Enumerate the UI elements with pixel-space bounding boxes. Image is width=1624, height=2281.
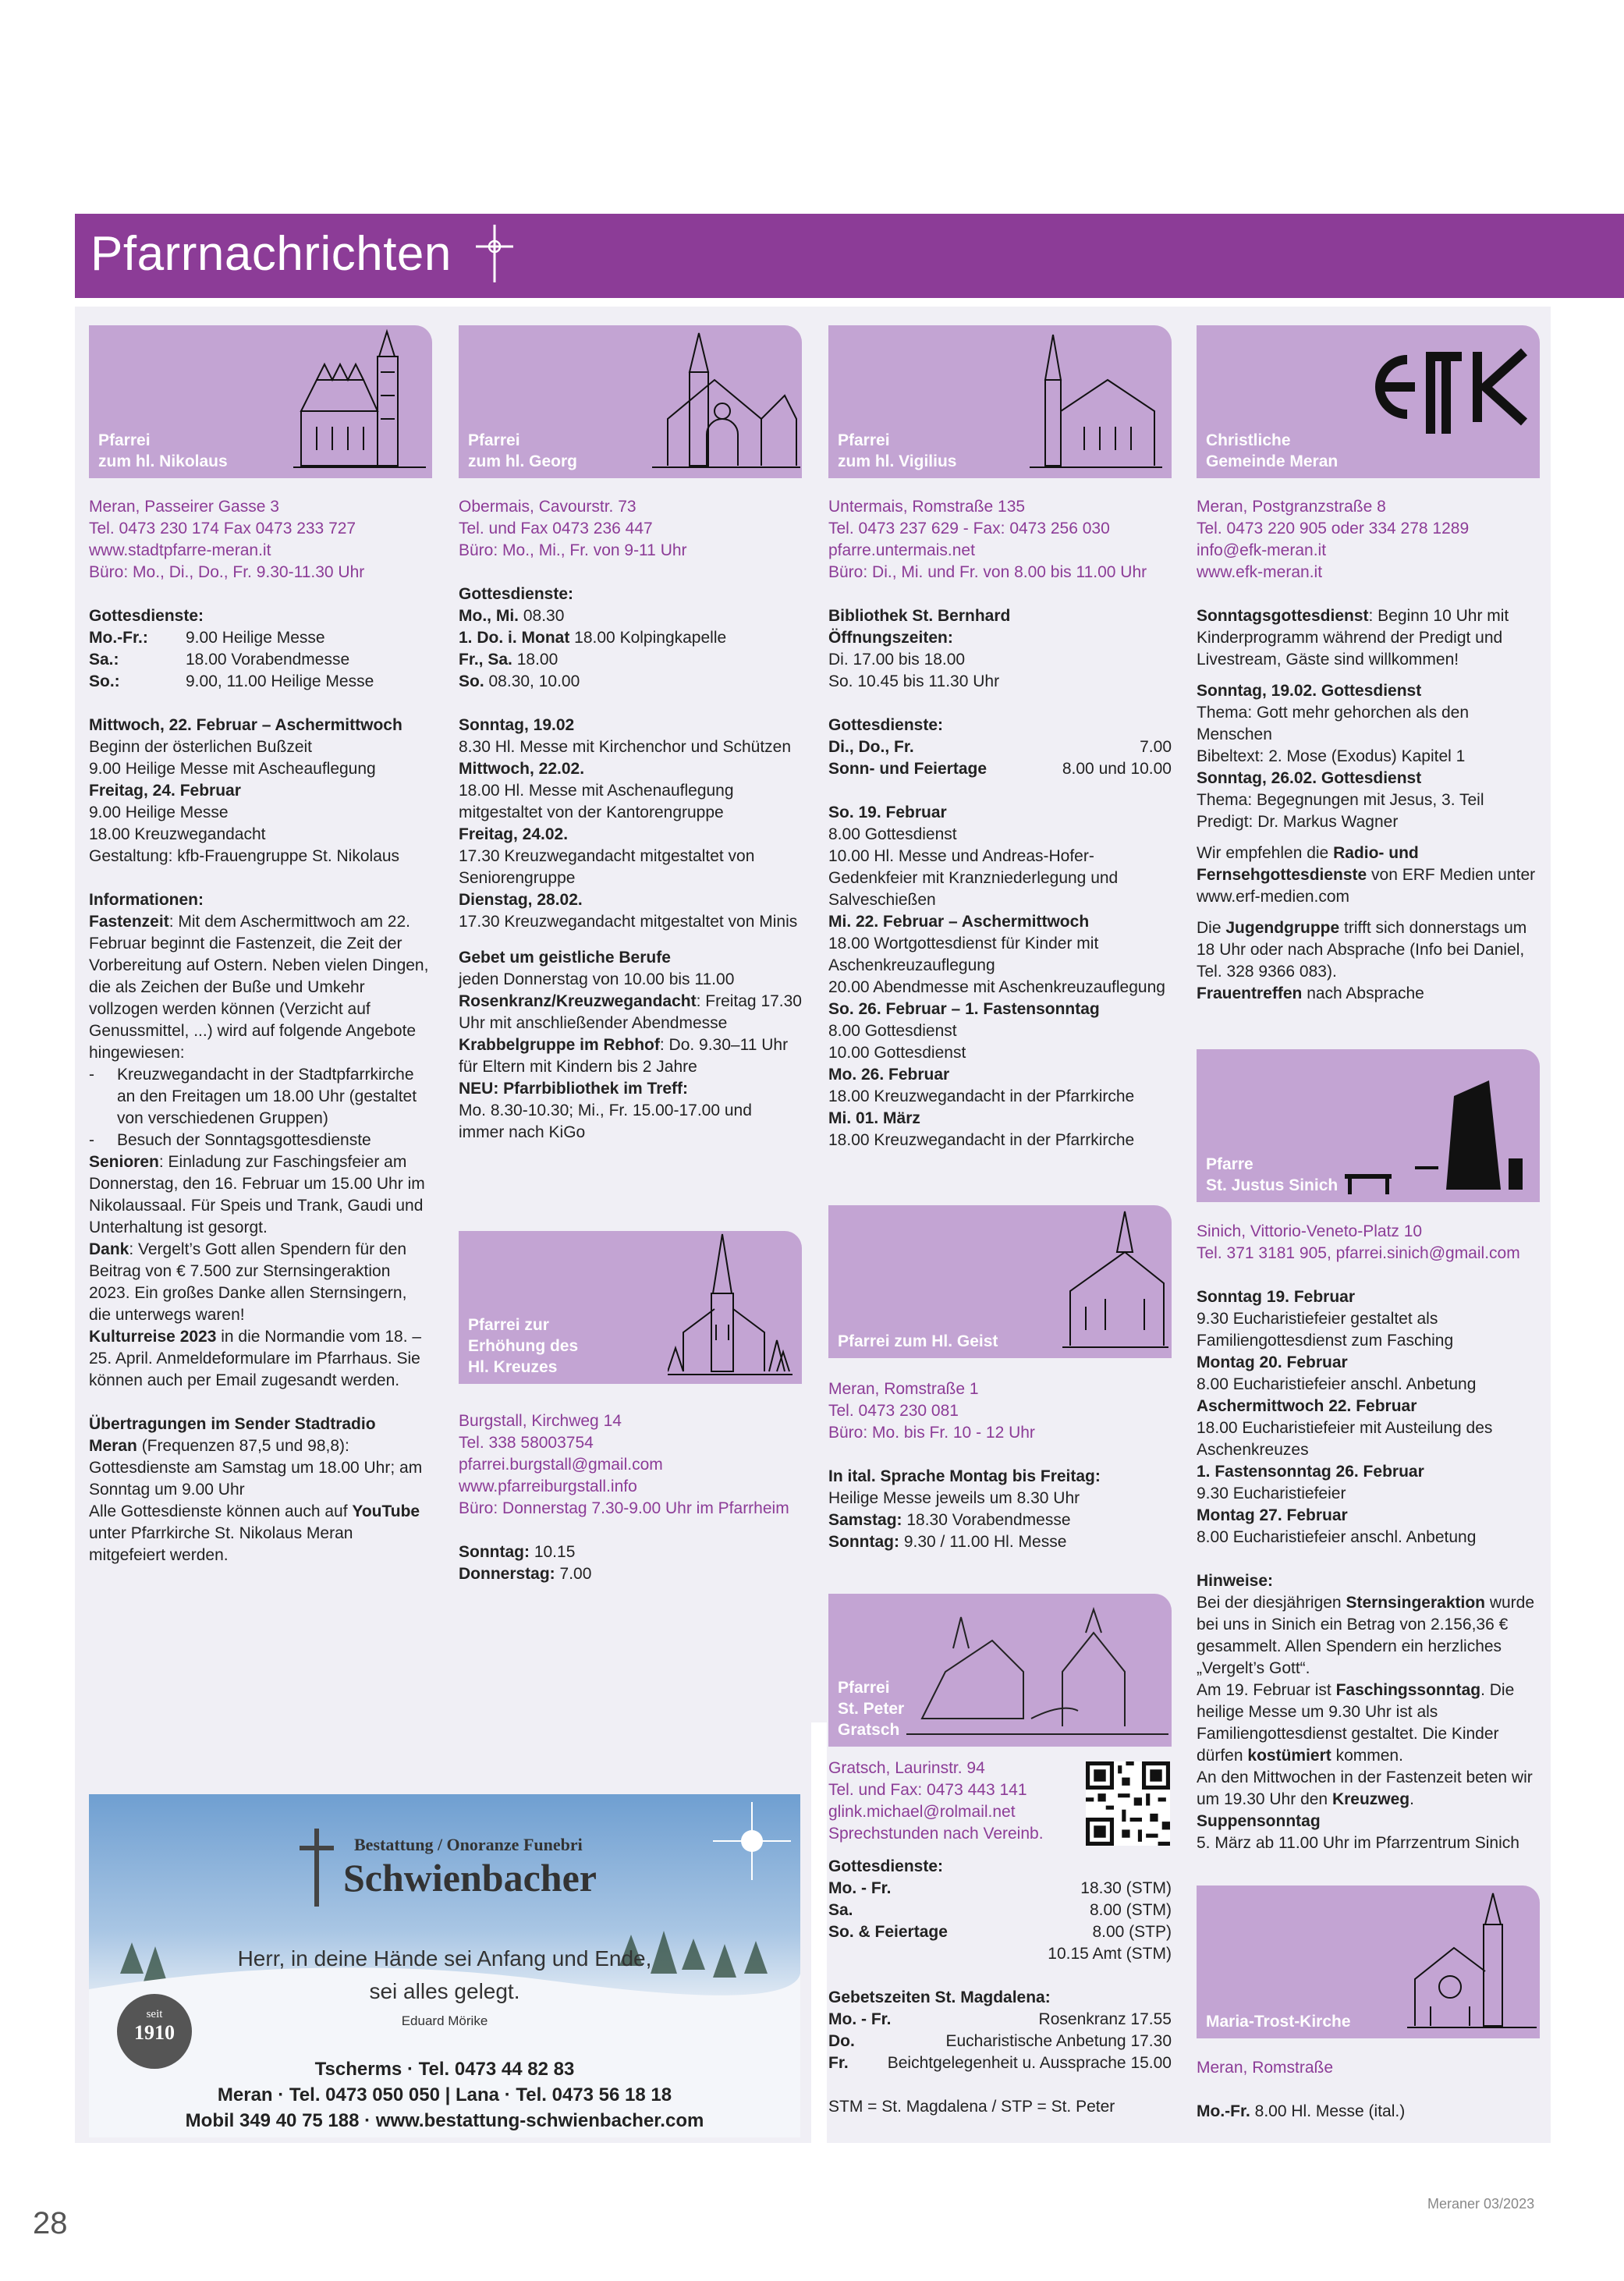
event-line: jeden Donnerstag von 10.00 bis 11.00 <box>459 970 735 988</box>
church-kreuz-icon <box>668 1231 792 1381</box>
georg-image-block <box>459 325 802 478</box>
parish-name-vigilius: Pfarrei zum hl. Vigilius <box>838 431 957 470</box>
address: Meran, Romstraße <box>1197 2059 1334 2077</box>
event-line: 10.00 Gottesdienst <box>828 1044 966 1062</box>
section-heading: In ital. Sprache Montag bis Freitag: <box>828 1467 1101 1485</box>
event-heading: Freitag, 24.02. <box>459 825 569 843</box>
event-heading: Mittwoch, 22.02. <box>459 760 585 778</box>
info-paragraph: Rosenkranz/Kreuzwegandacht: Freitag 17.30 Uhr mit anschließender Abendmesse <box>459 992 802 1032</box>
schedule-key: Mo.-Fr.: <box>89 629 148 647</box>
event-line: Beginn der österlichen Bußzeit <box>89 738 312 756</box>
schedule-line: Samstag: 18.30 Vorabendmesse <box>828 1511 1071 1529</box>
column-vigilius <box>828 496 1172 1151</box>
efk-image-block <box>1197 325 1540 478</box>
event-line: 8.30 Hl. Messe mit Kirchenchor und Schützen <box>459 738 792 756</box>
info-paragraph: Die Jugendgruppe trifft sich donnerstags um 18 Uhr oder nach Absprache (Info bei Daniel, Tel. 328 9366 083). <box>1197 919 1527 981</box>
event-heading: Sonntag, 19.02 <box>459 716 575 734</box>
event-heading: Dienstag, 28.02. <box>459 891 583 909</box>
event-heading: Suppensonntag <box>1197 1812 1321 1830</box>
contact-efk <box>1197 496 1540 584</box>
parish-name-sinich: Pfarre St. Justus Sinich <box>1206 1155 1339 1194</box>
panel-cutout <box>811 1722 827 2159</box>
event-heading: Aschermittwoch 22. Februar <box>1197 1397 1417 1415</box>
address: Meran, Passeirer Gasse 3 <box>89 498 279 516</box>
phone: Tel. und Fax 0473 236 447 <box>459 520 653 537</box>
office-hours: Büro: Mo., Mi., Fr. von 9-11 Uhr <box>459 541 687 559</box>
page-title: Pfarrnachrichten <box>90 227 452 281</box>
section-heading: Gottesdienste: <box>459 585 574 603</box>
event-line: 8.00 Eucharistiefeier anschl. Anbetung <box>1197 1375 1477 1393</box>
schedule-line: 1. Do. i. Monat 18.00 Kolpingkapelle <box>459 629 727 647</box>
schedule-row: Mo. - Fr. Rosenkranz 17.55 <box>828 2010 1172 2028</box>
event-line: 9.00 Heilige Messe mit Ascheauflegung <box>89 760 376 778</box>
schedule-row: Di., Do., Fr. 7.00 <box>828 738 1172 756</box>
church-georg-icon <box>652 325 800 474</box>
event-line: Di. 17.00 bis 18.00 <box>828 651 966 669</box>
event-line: 18.00 Wortgottesdienst für Kinder mit Aschenkreuzauflegung <box>828 935 1099 974</box>
section-heading: Gottesdienste: <box>89 607 204 625</box>
issue-label: Meraner 03/2023 <box>1427 2196 1535 2212</box>
church-nikolaus-icon <box>293 325 426 474</box>
ad-contact: Tscherms · Tel. 0473 44 82 83 Meran · Tel. 0473 050 050 | Lana · Tel. 0473 56 18 18 Mobil 349 40 75 188 · www.bestattung-schwienbacher.com <box>185 2059 704 2131</box>
column-nikolaus <box>89 496 432 1566</box>
schedule-line: Mo., Mi. 08.30 <box>459 607 565 625</box>
event-line: 18.00 Kreuzwegandacht in der Pfarrkirche <box>828 1131 1135 1149</box>
parish-name-kreuz: Pfarrei zur Erhöhung des Hl. Kreuzes <box>468 1316 579 1376</box>
phone: Tel. 0473 237 629 - Fax: 0473 256 030 <box>828 520 1110 537</box>
phone: Tel. 0473 230 081 <box>828 1402 959 1420</box>
address: Sinich, Vittorio-Veneto-Platz 10 <box>1197 1222 1423 1240</box>
contact-nikolaus <box>89 496 432 584</box>
website-link[interactable]: www.efk-meran.it <box>1197 563 1323 581</box>
event-heading: So. 26. Februar – 1. Fastensonntag <box>828 1000 1100 1018</box>
event-heading: Gebet um geistliche Berufe <box>459 949 671 967</box>
parish-name-mariatrost: Maria-Trost-Kirche <box>1206 2013 1351 2031</box>
event-line: 18.00 Eucharistiefeier mit Austeilung des Aschenkreuzes <box>1197 1419 1493 1459</box>
church-mariatrost-icon <box>1407 1885 1537 2034</box>
office-hours: Büro: Mo. bis Fr. 10 - 12 Uhr <box>828 1424 1035 1442</box>
event-line: 8.00 Gottesdienst <box>828 1022 957 1040</box>
schedule-value: 18.00 Vorabendmesse <box>186 651 350 669</box>
schedule-row: 10.15 Amt (STM) <box>1048 1945 1172 1963</box>
info-paragraph: Senioren: Einladung zur Faschingsfeier am Donnerstag, den 16. Februar um 15.00 Uhr im Nikolaussaal. Für Speis und Trank, Gaudi und Unterhaltung ist gesorgt. <box>89 1153 425 1236</box>
address: Gratsch, Laurinstr. 94 <box>828 1759 985 1777</box>
event-line: 9.00 Heilige Messe <box>89 803 229 821</box>
parish-name-peter: Pfarrei St. Peter Gratsch <box>838 1679 905 1739</box>
info-paragraph: An den Mittwochen in der Fastenzeit beten wir um 19.30 Uhr den Kreuzweg. <box>1197 1768 1533 1808</box>
bullet-item: - Kreuzwegandacht in der Stadtpfarrkirche an den Freitagen um 18.00 Uhr (gestaltet von verschiedenen Gruppen) <box>89 1066 417 1127</box>
phone: Tel. 338 58003754 <box>459 1434 594 1452</box>
section-heading: Übertragungen im Sender Stadtradio <box>89 1415 376 1433</box>
schedule-line: Mo.-Fr. 8.00 Hl. Messe (ital.) <box>1197 2102 1406 2120</box>
address: Obermais, Cavourstr. 73 <box>459 498 636 516</box>
office-hours: Büro: Di., Mi. und Fr. von 8.00 bis 11.00 Uhr <box>828 563 1147 581</box>
website-link[interactable]: pfarre.untermais.net <box>828 541 975 559</box>
event-line: 17.30 Kreuzwegandacht mitgestaltet von Minis <box>459 913 798 931</box>
email-link[interactable]: info@efk-meran.it <box>1197 541 1327 559</box>
parish-name-efk: Christliche Gemeinde Meran <box>1206 431 1339 470</box>
event-line: 9.30 Eucharistiefeier gestaltet als Familiengottesdienst zum Fasching <box>1197 1310 1454 1350</box>
event-heading: 1. Fastensonntag 26. Februar <box>1197 1463 1424 1481</box>
event-line: Predigt: Dr. Markus Wagner <box>1197 813 1399 831</box>
sinich-image-block <box>1197 1049 1540 1202</box>
section-heading: Bibliothek St. Bernhard <box>828 607 1011 625</box>
event-line: 17.30 Kreuzwegandacht mitgestaltet von Seniorengruppe <box>459 847 755 887</box>
info-paragraph: Fastenzeit: Mit dem Aschermittwoch am 22. Februar beginnt die Fastenzeit, die Zeit der Vorbereitung auf Ostern. Neben vielen Dingen, die als Zeichen der Buße und Umkehr vollzogen werden können (Verzicht auf Genussmittel, ...) wird auf folgende Angebote hingewiesen: <box>89 913 429 1062</box>
church-vigilius-icon <box>1030 325 1162 474</box>
email-link[interactable]: glink.michael@rolmail.net <box>828 1803 1016 1821</box>
moon-cross-icon <box>276 1813 354 1914</box>
email-link[interactable]: pfarrei.burgstall@gmail.com <box>459 1456 663 1474</box>
office-hours: Sprechstunden nach Vereinb. <box>828 1825 1044 1843</box>
schedule-line: Fr., Sa. 18.00 <box>459 651 558 669</box>
schedule-row: Sonn- und Feiertage 8.00 und 10.00 <box>828 760 1172 778</box>
seit-1910-badge: seit 1910 <box>117 1994 192 2069</box>
event-line: 8.00 Eucharistiefeier anschl. Anbetung <box>1197 1528 1477 1546</box>
event-heading: So. 19. Februar <box>828 803 947 821</box>
ad-kicker: Bestattung / Onoranze Funebri <box>354 1835 583 1854</box>
qr-code-icon[interactable] <box>1086 1761 1170 1846</box>
phone-email[interactable]: Tel. 371 3181 905, pfarrei.sinich@gmail.com <box>1197 1244 1520 1262</box>
website-link[interactable]: www.stadtpfarre-meran.it <box>89 541 271 559</box>
schedule-row: Fr. Beichtgelegenheit u. Aussprache 15.00 <box>828 2054 1172 2072</box>
event-heading: Sonntag, 26.02. Gottesdienst <box>1197 769 1422 787</box>
peter-image-block <box>828 1594 1172 1747</box>
event-line: 10.00 Hl. Messe und Andreas-Hofer-Gedenkfeier mit Kranzniederlegung und Salveschießen <box>828 847 1119 909</box>
church-peter-icon <box>906 1602 1168 1742</box>
website-link[interactable]: www.pfarreiburgstall.info <box>459 1478 637 1495</box>
address: Meran, Postgranzstraße 8 <box>1197 498 1386 516</box>
schedule-line: Sonntag: 9.30 / 11.00 Hl. Messe <box>828 1533 1067 1551</box>
event-line: Thema: Gott mehr gehorchen als den Menschen <box>1197 704 1470 743</box>
office-hours: Büro: Donnerstag 7.30-9.00 Uhr im Pfarrheim <box>459 1499 789 1517</box>
info-paragraph: Dank: Vergelt’s Gott allen Spendern für den Beitrag von € 7.500 zur Sternsingeraktion 2023. Ein großes Danke allen Sternsingern, die unterwegs waren! <box>89 1240 407 1324</box>
schedule-key: So.: <box>89 672 120 690</box>
info-paragraph: Wir empfehlen die Radio- und Fernsehgottesdienste von ERF Medien unter www.erf-medien.com <box>1197 844 1536 906</box>
vigilius-image-block <box>828 325 1172 478</box>
event-heading: Mittwoch, 22. Februar – Aschermittwoch <box>89 716 402 734</box>
ad-brand: Schwienbacher <box>343 1856 597 1900</box>
office-hours: Büro: Mo., Di., Do., Fr. 9.30-11.30 Uhr <box>89 563 365 581</box>
parish-name-nikolaus: Pfarrei zum hl. Nikolaus <box>98 431 228 470</box>
info-paragraph: Frauentreffen nach Absprache <box>1197 984 1424 1002</box>
column-georg <box>459 496 802 1144</box>
section-heading: Gottesdienste: <box>828 716 944 734</box>
section-header <box>75 214 1624 298</box>
info-paragraph: Am 19. Februar ist Faschingssonntag. Die heilige Messe um 9.30 Uhr ist als Familiengottesdienst gestaltet. Die Kinder dürfen kostümiert kommen. <box>1197 1681 1515 1765</box>
church-geist-icon <box>1062 1205 1168 1353</box>
event-line: 18.00 Hl. Messe mit Aschenauflegung mitgestaltet von der Kantorengruppe <box>459 782 734 821</box>
contact-geist <box>828 1378 1172 1444</box>
nikolaus-image-block <box>89 325 432 478</box>
event-line: 8.00 Gottesdienst <box>828 825 957 843</box>
column-mariatrost <box>1197 2057 1540 2123</box>
section-heading: Gottesdienste: <box>828 1857 944 1875</box>
event-heading: Sonntag 19. Februar <box>1197 1288 1356 1306</box>
funeral-advertisement[interactable] <box>89 1794 800 2137</box>
column-efk <box>1197 496 1540 1005</box>
ad-quote: Herr, in deine Hände sei Anfang und Ende, sei alles gelegt. Eduard Mörike <box>237 1946 652 2028</box>
phone: Tel. 0473 220 905 oder 334 278 1289 <box>1197 520 1470 537</box>
kreuz-image-block <box>459 1231 802 1384</box>
event-heading: Sonntag, 19.02. Gottesdienst <box>1197 682 1422 700</box>
contact-vigilius <box>828 496 1172 584</box>
address: Burgstall, Kirchweg 14 <box>459 1412 622 1430</box>
event-heading: NEU: Pfarrbibliothek im Treff: <box>459 1080 689 1098</box>
event-line: So. 10.45 bis 11.30 Uhr <box>828 672 1000 690</box>
contact-sinich <box>1197 1221 1540 1265</box>
event-line: 18.00 Kreuzwegandacht in der Pfarrkirche <box>828 1087 1135 1105</box>
event-line: 20.00 Abendmesse mit Aschenkreuzauflegung <box>828 978 1165 996</box>
schedule-row: Mo. - Fr. 18.30 (STM) <box>828 1879 1172 1897</box>
church-sinich-icon <box>1314 1080 1532 1197</box>
phone: Tel. 0473 230 174 Fax 0473 233 727 <box>89 520 356 537</box>
schedule-line: So. 08.30, 10.00 <box>459 672 580 690</box>
section-heading: Informationen: <box>89 891 204 909</box>
event-line: Gestaltung: kfb-Frauengruppe St. Nikolaus <box>89 847 400 865</box>
address: Untermais, Romstraße 135 <box>828 498 1026 516</box>
section-heading: Gebetszeiten St. Magdalena: <box>828 1988 1051 2006</box>
event-line: Bibeltext: 2. Mose (Exodus) Kapitel 1 <box>1197 747 1466 765</box>
schedule-line: Donnerstag: 7.00 <box>459 1565 592 1583</box>
efk-logo-icon <box>1360 344 1532 438</box>
event-line: 18.00 Kreuzwegandacht <box>89 825 266 843</box>
parish-name-georg: Pfarrei zum hl. Georg <box>468 431 578 470</box>
event-heading: Montag 27. Februar <box>1197 1506 1348 1524</box>
info-paragraph: Alle Gottesdienste können auch auf YouTube unter Pfarrkirche St. Nikolaus Meran mitgefeiert werden. <box>89 1502 420 1564</box>
section-heading: Hinweise: <box>1197 1572 1274 1590</box>
event-line: 9.30 Eucharistiefeier <box>1197 1485 1346 1502</box>
schedule-row: Sa. 8.00 (STM) <box>828 1901 1172 1919</box>
info-paragraph: Sonntagsgottesdienst: Beginn 10 Uhr mit Kinderprogramm während der Predigt und Livestream, Gäste sind willkommen! <box>1197 607 1509 669</box>
cross-icon <box>471 223 518 286</box>
schedule-row: So. & Feiertage 8.00 (STP) <box>828 1923 1172 1941</box>
event-heading: Freitag, 24. Februar <box>89 782 241 800</box>
address: Meran, Romstraße 1 <box>828 1380 979 1398</box>
bullet-item: - Besuch der Sonntagsgottesdienste <box>89 1131 371 1149</box>
event-heading: Mi. 01. März <box>828 1109 920 1127</box>
parish-name-geist: Pfarrei zum Hl. Geist <box>838 1332 998 1350</box>
event-heading: Mo. 26. Februar <box>828 1066 950 1084</box>
event-heading: Mi. 22. Februar – Aschermittwoch <box>828 913 1090 931</box>
event-line: Mo. 8.30-10.30; Mi., Fr. 15.00-17.00 und immer nach KiGo <box>459 1101 752 1141</box>
event-heading: Montag 20. Februar <box>1197 1353 1348 1371</box>
schedule-line: Sonntag: 10.15 <box>459 1543 576 1561</box>
phone: Tel. und Fax: 0473 443 141 <box>828 1781 1027 1799</box>
legend-note: STM = St. Magdalena / STP = St. Peter <box>828 2098 1115 2116</box>
schedule-value: 9.00, 11.00 Heilige Messe <box>186 672 374 690</box>
page-number: 28 <box>33 2206 68 2240</box>
info-paragraph: Bei der diesjährigen Sternsingeraktion wurde bei uns in Sinich ein Betrag von 2.156,36 € gesammelt. Allen Spendern ein herzliches „Vergelt’s Gott“. <box>1197 1594 1535 1677</box>
contact-georg <box>459 496 802 562</box>
section-subheading: Öffnungszeiten: <box>828 629 953 647</box>
contact-mariatrost <box>1197 2057 1540 2079</box>
column-geist <box>828 1378 1172 1553</box>
info-paragraph: Meran (Frequenzen 87,5 und 98,8): Gottesdienste am Samstag um 18.00 Uhr; am Sonntag um 9.00 Uhr <box>89 1437 423 1499</box>
sun-flare-icon <box>713 1802 791 1880</box>
schedule-key: Sa.: <box>89 651 119 669</box>
column-kreuz <box>459 1410 802 1585</box>
info-paragraph: Krabbelgruppe im Rebhof: Do. 9.30–11 Uhr für Eltern mit Kindern bis 2 Jahre <box>459 1036 789 1076</box>
event-line: Thema: Begegnungen mit Jesus, 3. Teil <box>1197 791 1484 809</box>
event-line: 5. März ab 11.00 Uhr im Pfarrzentrum Sinich <box>1197 1834 1519 1852</box>
info-paragraph: Kulturreise 2023 in die Normandie vom 18. – 25. April. Anmeldeformulare im Pfarrhaus. Sie können auch per Email zugesandt werden. <box>89 1328 422 1389</box>
mariatrost-image-block <box>1197 1885 1540 2038</box>
geist-image-block <box>828 1205 1172 1358</box>
column-sinich <box>1197 1221 1540 1854</box>
schedule-value: 9.00 Heilige Messe <box>186 629 325 647</box>
event-line: Heilige Messe jeweils um 8.30 Uhr <box>828 1489 1080 1507</box>
schedule-row: Do. Eucharistische Anbetung 17.30 <box>828 2032 1172 2050</box>
contact-kreuz <box>459 1410 802 1520</box>
